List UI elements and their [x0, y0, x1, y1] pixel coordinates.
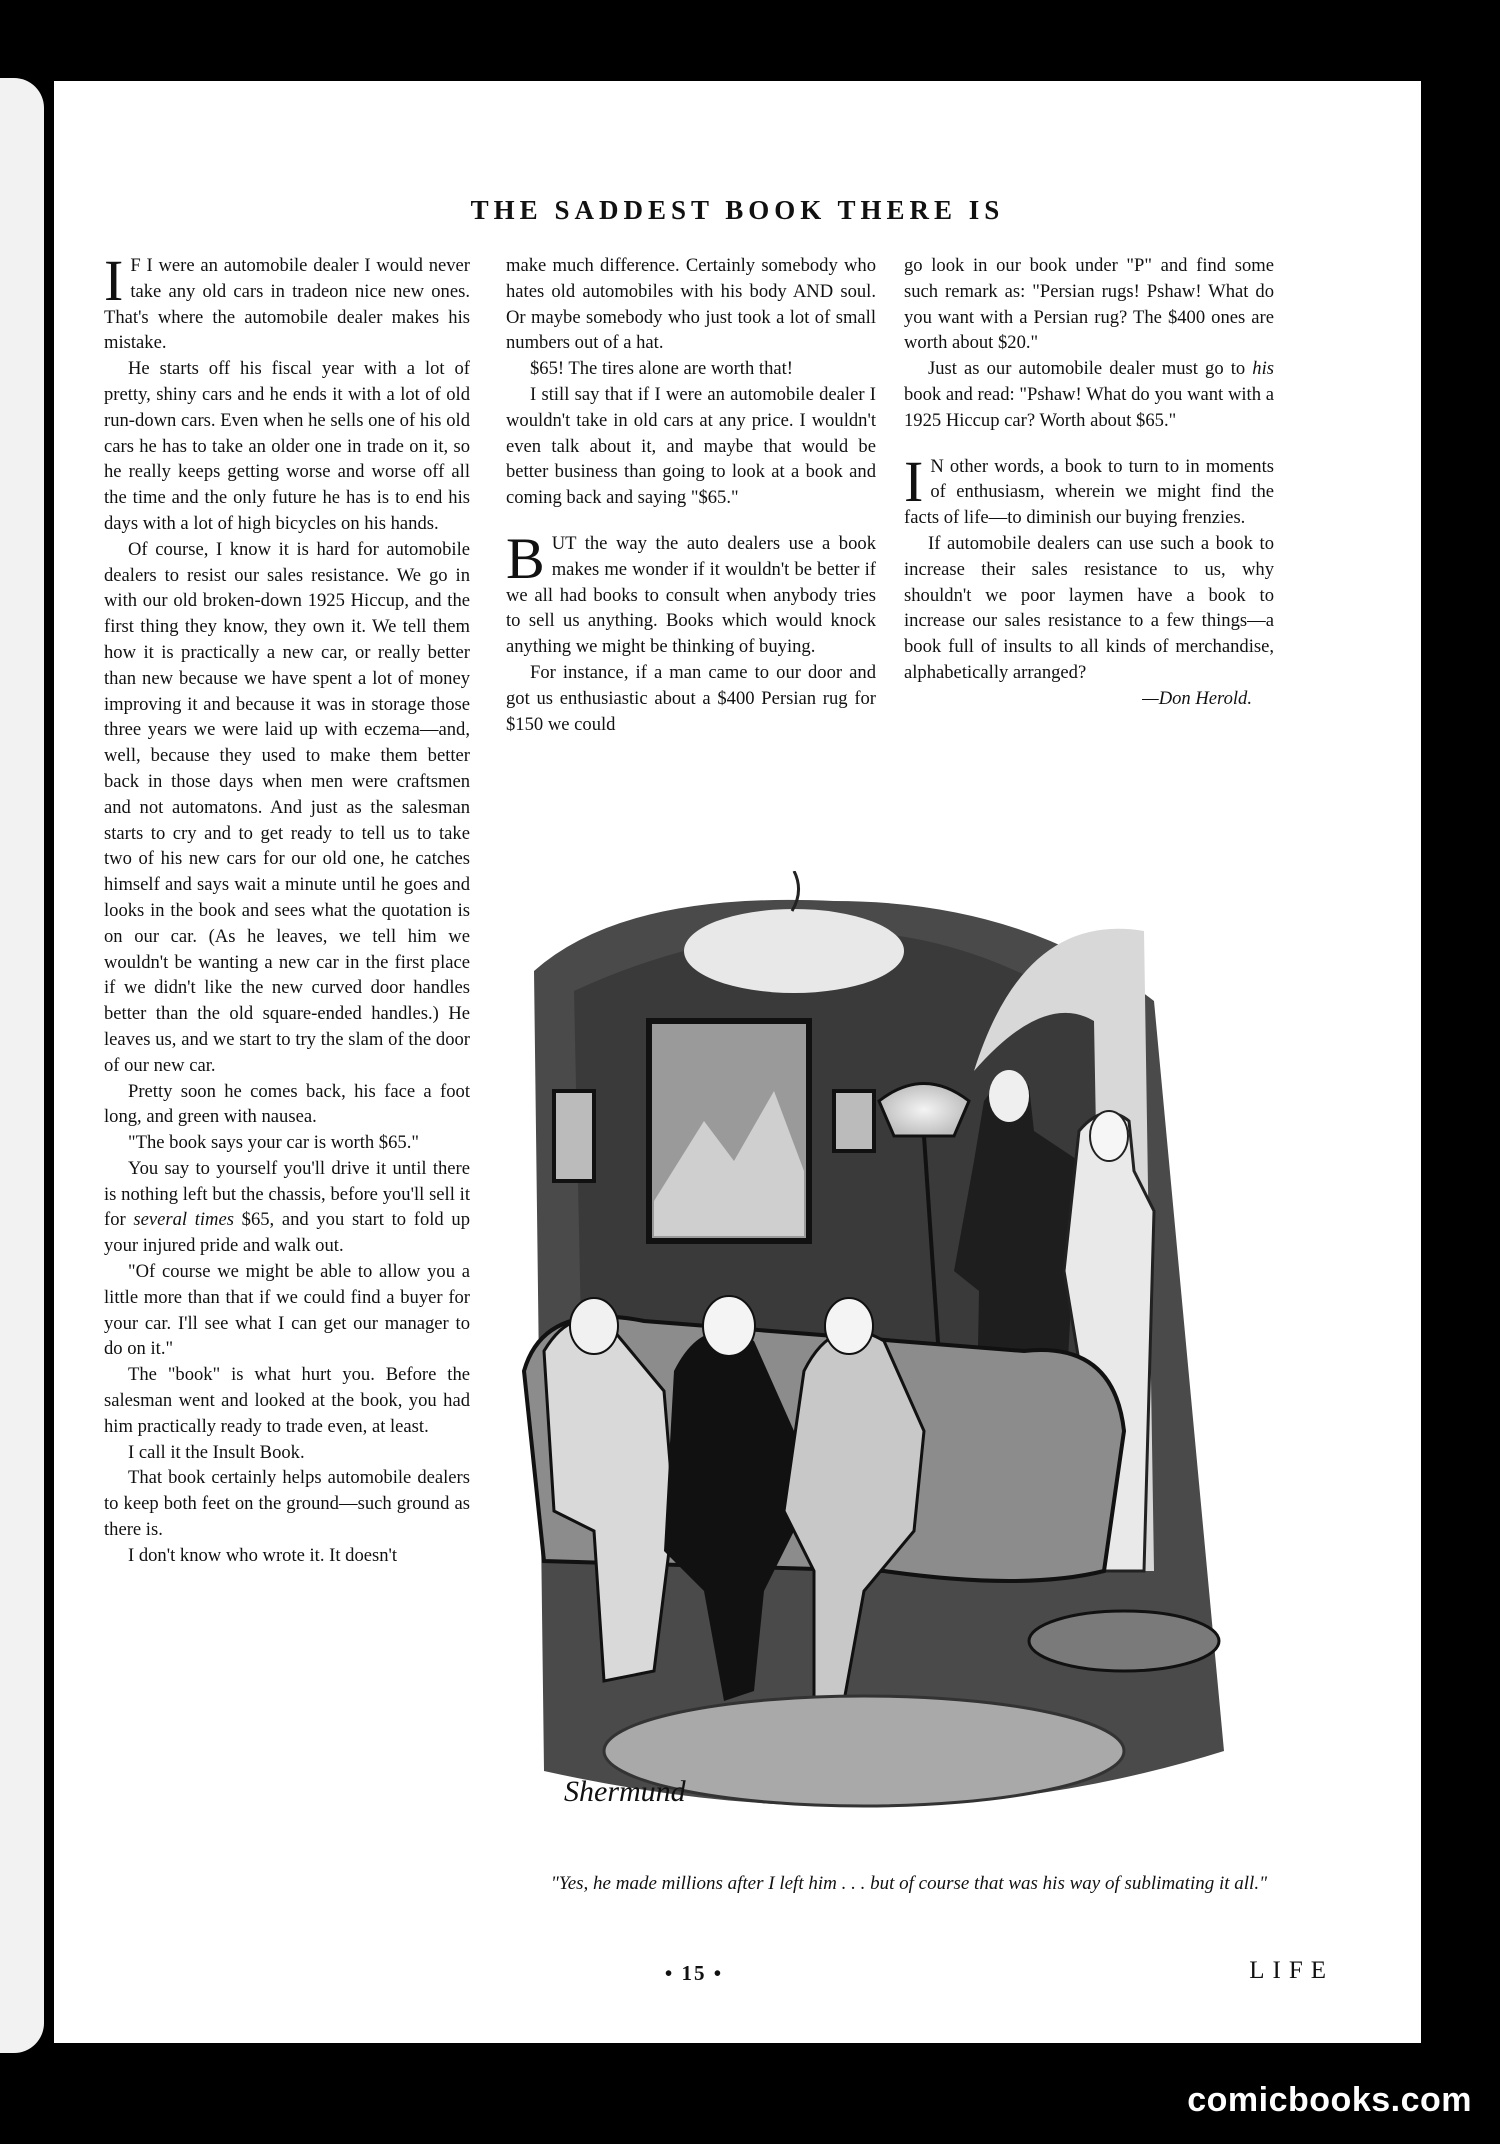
ceiling-lamp	[684, 909, 904, 993]
paragraph: "Of course we might be able to allow you a little more than that if we could find a buyer for your car. I'll see what I can get our manager to do on it."	[104, 1261, 470, 1360]
paragraph: make much difference. Certainly somebody who hates old automobiles with his body AND soul. Or maybe somebody who just took a lot of small numbers out of a hat.	[506, 255, 876, 354]
paragraph: Of course, I know it is hard for automobile dealers to resist our sales resistance. We go in with our old broken-down 1925 Hiccup, and the first thing they know, they own it. We tell them how it is practically a new car, or really better than new because we have spent a lot of money improving it and because it was in storage those three years we were laid up with eczema—and, well, because they used to make them better back in those days when men were craftsmen and not automatons. And just as the salesman starts to cry and to get ready to tell us to take two of his new cars for our old one, he catches himself and says wait a minute until he goes and looks in the book and sees what the quotation is on our car. (As he leaves, we tell him we wouldn't be wanting a new car in the first place if we didn't like the new curved door handles better than the old square-ended handles.) He leaves us, and we start to try the slam of the door of our new car.	[104, 538, 470, 1076]
paragraph: If automobile dealers can use such a book to increase their sales resistance to us, why shouldn't we poor laymen have a book to increase our sales resistance to a few things—a book full of insults to all kinds of merchandise, alphabetically arranged?	[904, 532, 1274, 683]
paragraph	[904, 356, 1274, 433]
man-face	[989, 1070, 1029, 1122]
paragraph: I don't know who wrote it. It doesn't	[128, 1544, 398, 1566]
cartoon-caption: "Yes, he made millions after I left him . . . but of course that was his way of sublimating it all."	[550, 1873, 1268, 1894]
italic-text: several times	[133, 1209, 234, 1231]
article-title: THE SADDEST BOOK THERE IS	[470, 195, 1005, 225]
italic-text: his	[1252, 358, 1274, 380]
paragraph-text: F I were an automobile dealer I would never take any old cars in tradeon nice new ones. That's where the automobile dealer makes his mistake.	[104, 255, 470, 354]
paragraph	[506, 525, 876, 660]
paragraph	[104, 1156, 470, 1259]
magazine-page	[54, 81, 1421, 2043]
watermark: comicbooks.com	[1187, 2081, 1472, 2119]
wall-frame	[834, 1091, 874, 1151]
woman-face	[570, 1298, 618, 1354]
paragraph-text: Just as our automobile dealer must go to	[928, 358, 1253, 380]
floor-lamp-shade	[879, 1084, 969, 1137]
wall-frame	[554, 1091, 594, 1181]
page-number: • 15 •	[664, 1961, 724, 1985]
paragraph-text: N other words, a book to turn to in moments of enthusiasm, wherein we might find the facts of life—to diminish our buying frenzies.	[904, 455, 1274, 529]
paragraph	[104, 248, 470, 356]
paragraph-text: UT the way the auto dealers use a book makes me wonder if it wouldn't be better if we all had books to consult when anybody tries to sell us anything. Books which would knock anything we might be thinking of buying.	[506, 532, 876, 658]
paragraph: "The book says your car is worth $65."	[128, 1132, 419, 1154]
woman-face	[703, 1296, 755, 1356]
side-table	[1029, 1611, 1219, 1671]
woman-face	[825, 1298, 873, 1354]
paragraph: I call it the Insult Book.	[128, 1441, 305, 1463]
author-signature: —Don Herold.	[1142, 687, 1252, 709]
text-column-1	[104, 248, 470, 1569]
man-face	[1090, 1111, 1128, 1161]
cartoon-illustration	[504, 871, 1274, 1851]
paragraph: The "book" is what hurt you. Before the salesman went and looked at the book, you had him practically ready to trade even, at least.	[104, 1364, 470, 1437]
text-column-3	[904, 253, 1274, 712]
paragraph: $65! The tires alone are worth that!	[530, 358, 793, 380]
previous-page-edge	[0, 78, 44, 2053]
paragraph: That book certainly helps automobile dealers to keep both feet on the ground—such ground as there is.	[104, 1467, 470, 1541]
paragraph-text: $65, and you start to fold up your injured pride and walk out.	[104, 1209, 470, 1257]
drop-cap: I	[904, 448, 924, 514]
drop-cap: B	[506, 525, 545, 591]
paragraph-text: You say to yourself you'll drive it until there is nothing left but the chassis, before you'll sell it for	[104, 1157, 470, 1231]
magazine-name: LIFE	[1249, 1957, 1334, 1984]
paragraph: I still say that if I were an automobile dealer I wouldn't take in old cars at any price. I wouldn't even talk about it, and maybe that would be better business than going to look at a book and coming back and saying "$65."	[506, 383, 876, 509]
paragraph: go look in our book under "P" and find some such remark as: "Persian rugs! Pshaw! What do you want with a Persian rug? The $400 ones are worth about $20."	[904, 255, 1274, 354]
paragraph: For instance, if a man came to our door and got us enthusiastic about a $400 Persian rug for $150 we could	[506, 661, 876, 735]
paragraph: Pretty soon he comes back, his face a foot long, and green with nausea.	[104, 1080, 470, 1128]
cartoon-drawing	[504, 871, 1274, 1851]
artist-signature: Shermund	[564, 1775, 686, 1808]
text-column-2	[506, 253, 876, 737]
drop-cap: I	[104, 248, 124, 313]
paragraph: He starts off his fiscal year with a lot of pretty, shiny cars and he ends it with a lot of old run-down cars. Even when he sells one of his old cars he has to take an older one in trade on it, so he really keeps getting worse and worse off all the time and the only future he has is to end his days with a lot of high bicycles on his hands.	[104, 358, 470, 534]
paragraph	[904, 448, 1274, 531]
paragraph-text: book and read: "Pshaw! What do you want with a 1925 Hiccup car? Worth about $65."	[904, 383, 1274, 431]
